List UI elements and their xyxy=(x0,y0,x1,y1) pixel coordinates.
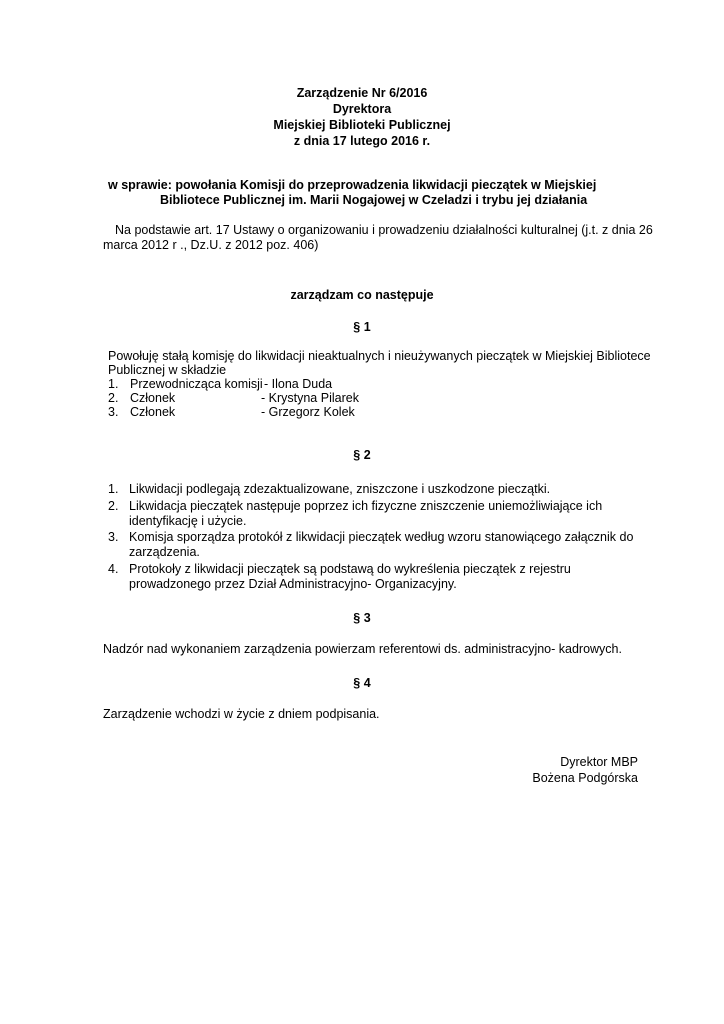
section-4-title: § 4 xyxy=(353,676,371,690)
list-number: 3. xyxy=(108,530,119,544)
list-item-text: Komisja sporządza protokół z likwidacji pieczątek według wzoru stanowiącego załącznik do xyxy=(129,530,634,544)
legal-basis-line-2: marca 2012 r ., Dz.U. z 2012 poz. 406) xyxy=(103,238,319,252)
list-item-text-continued: zarządzenia. xyxy=(129,545,200,559)
member-name: - Ilona Duda xyxy=(264,377,333,391)
list-item-text: Protokoły z likwidacji pieczątek są podstawą do wykreślenia pieczątek z rejestru xyxy=(129,562,571,576)
section-1-intro-line-2: Publicznej w składzie xyxy=(108,363,227,377)
subject-line-1: w sprawie: powołania Komisji do przeprowadzenia likwidacji pieczątek w Miejskiej xyxy=(108,178,597,192)
signature-name: Bożena Podgórska xyxy=(532,771,638,785)
signature-title: Dyrektor MBP xyxy=(560,755,638,769)
decree-statement: zarządzam co następuje xyxy=(290,288,434,302)
list-number: 2. xyxy=(108,391,119,405)
list-number: 2. xyxy=(108,499,119,513)
section-1-intro-line-1: Powołuję stałą komisję do likwidacji nieaktualnych i nieużywanych pieczątek w Miejskiej Bibliotece xyxy=(108,349,651,363)
section-2-title: § 2 xyxy=(353,448,371,462)
committee-member xyxy=(108,391,359,406)
list-number: 1. xyxy=(108,482,119,496)
section-1-title: § 1 xyxy=(353,320,371,334)
section-3-text: Nadzór nad wykonaniem zarządzenia powierzam referentowi ds. administracyjno- kadrowych. xyxy=(103,642,622,656)
decree-number: Zarządzenie Nr 6/2016 xyxy=(296,86,428,100)
committee-member xyxy=(108,405,355,420)
list-item xyxy=(108,530,634,559)
list-item-text: Likwidacji podlegają zdezaktualizowane, zniszczone i uszkodzone pieczątki. xyxy=(129,482,551,496)
list-number: 1. xyxy=(108,377,119,391)
member-name: - Grzegorz Kolek xyxy=(261,405,355,419)
list-number: 4. xyxy=(108,562,119,576)
list-item xyxy=(108,562,571,591)
committee-member xyxy=(108,377,333,392)
legal-basis-line-1: Na podstawie art. 17 Ustawy o organizowaniu i prowadzeniu działalności kulturalnej (j.t. z dnia 26 xyxy=(115,223,653,237)
list-item-text-continued: identyfikację i użycie. xyxy=(129,514,247,528)
member-role: Przewodnicząca komisji xyxy=(130,377,263,391)
issuer-title: Dyrektora xyxy=(332,102,392,116)
section-3-title: § 3 xyxy=(353,611,371,625)
member-role: Członek xyxy=(130,405,176,419)
list-number: 3. xyxy=(108,405,119,419)
subject-line-2: Bibliotece Publicznej im. Marii Nogajowej w Czeladzi i trybu jej działania xyxy=(160,193,588,207)
member-name: - Krystyna Pilarek xyxy=(261,391,359,405)
list-item xyxy=(108,499,603,528)
list-item-text: Likwidacja pieczątek następuje poprzez ich fizyczne zniszczenie uniemożliwiające ich xyxy=(129,499,603,513)
list-item xyxy=(108,482,551,497)
member-role: Członek xyxy=(130,391,176,405)
decree-date: z dnia 17 lutego 2016 r. xyxy=(293,134,431,148)
section-4-text: Zarządzenie wchodzi w życie z dniem podpisania. xyxy=(103,707,380,721)
list-item-text-continued: prowadzonego przez Dział Administracyjno- Organizacyjny. xyxy=(129,577,457,591)
institution-name: Miejskiej Biblioteki Publicznej xyxy=(273,118,451,132)
